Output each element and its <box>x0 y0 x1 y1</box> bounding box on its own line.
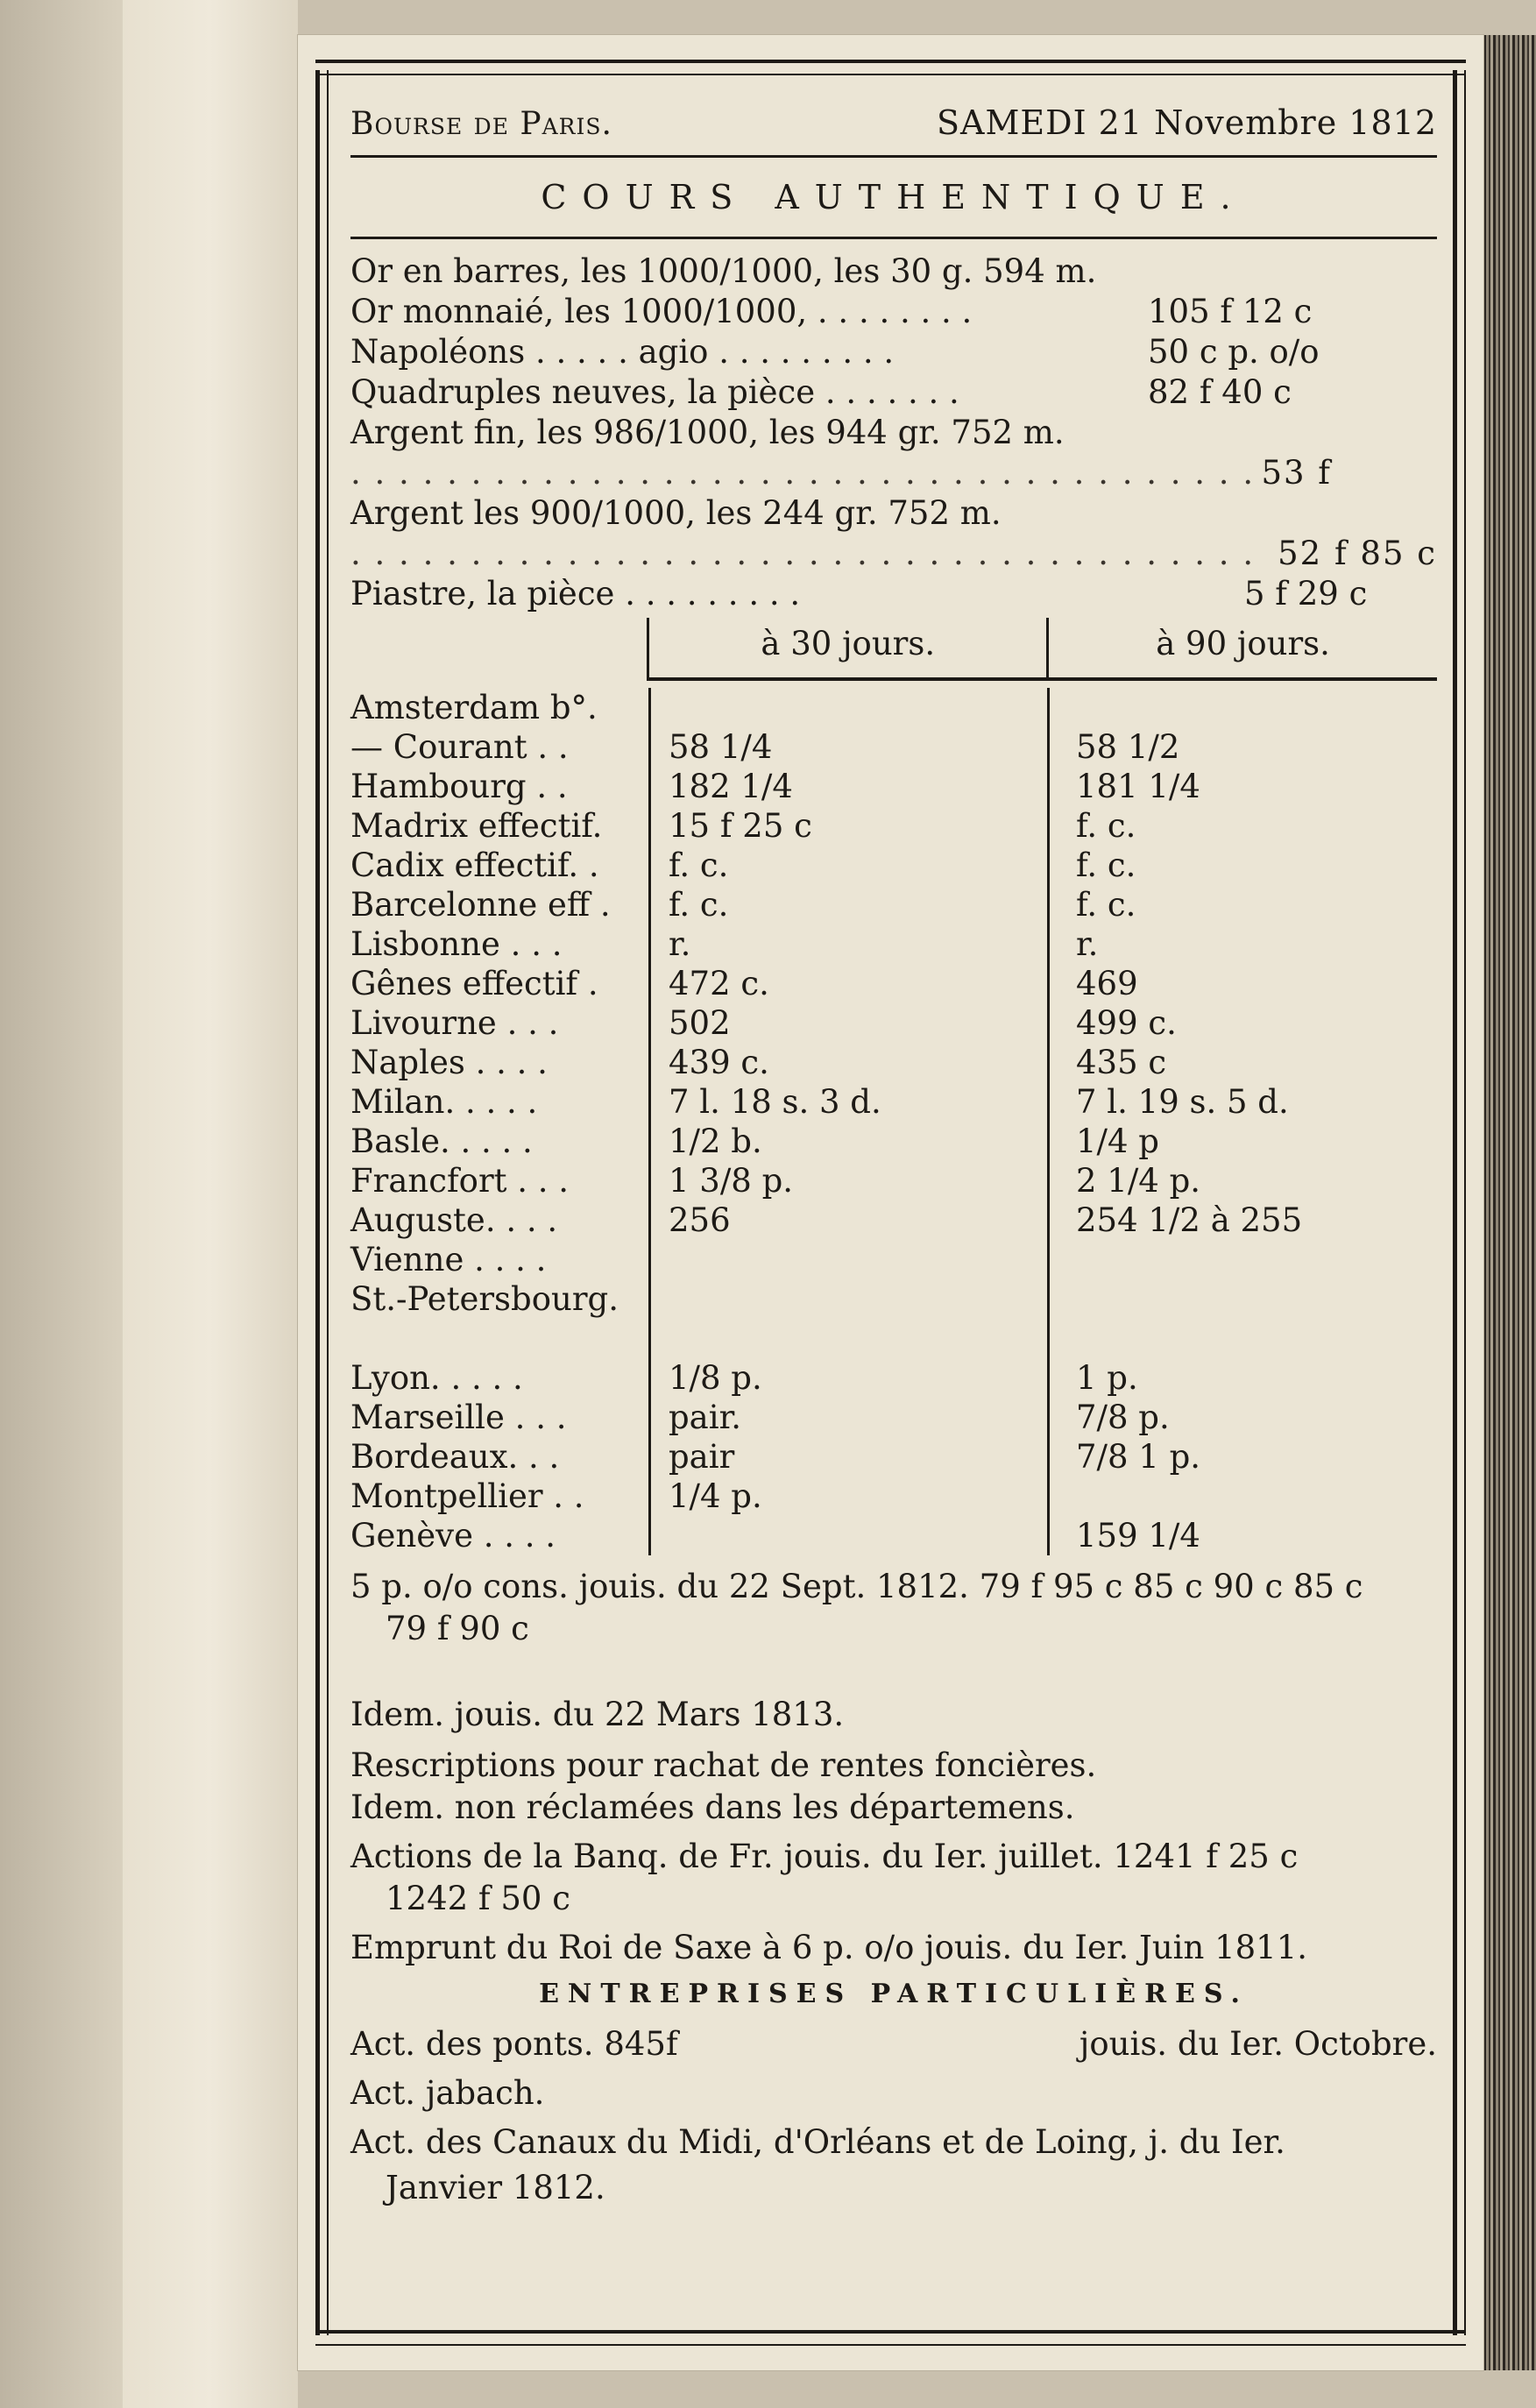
rate-30 <box>648 688 1047 727</box>
table-row <box>350 885 1437 924</box>
printed-page <box>298 35 1483 2370</box>
col-30-days: à 30 jours. <box>647 618 1046 681</box>
rate-90: f. c. <box>1047 846 1437 885</box>
rate-30: 58 1/4 <box>648 727 1047 767</box>
table-row <box>350 1279 1437 1319</box>
place: Livourne . . . <box>350 1004 559 1042</box>
table-row <box>350 1161 1437 1200</box>
piastre-label: Piastre, la pièce . . . . . . . . . <box>350 575 801 613</box>
page-title: COURS AUTHENTIQUE. <box>350 158 1437 239</box>
table-row <box>350 806 1437 846</box>
rate-30: 1/8 p. <box>648 1358 1047 1398</box>
rate-30: 182 1/4 <box>648 767 1047 806</box>
metal-value: 50 c p. o/o <box>1148 333 1320 371</box>
canaux-cont: Janvier 1812. <box>386 2169 605 2206</box>
metal-label: Quadruples neuves, la pièce . . . . . . . <box>350 373 959 411</box>
section-heading: ENTREPRISES PARTICULIÈRES. <box>539 1979 1249 2009</box>
fund-cons-cont: 79 f 90 c <box>386 1610 529 1647</box>
table-row <box>350 1240 1437 1279</box>
ponts-right: jouis. du Ier. Octobre. <box>1079 2025 1437 2063</box>
rate-90 <box>1047 1279 1437 1319</box>
metal-value: 82 f 40 c <box>1148 373 1292 411</box>
rate-30: 15 f 25 c <box>648 806 1047 846</box>
rate-30: r. <box>648 924 1047 964</box>
table-row <box>350 727 1437 767</box>
page-gutter <box>123 0 298 2408</box>
rate-90: 435 c <box>1047 1043 1437 1082</box>
place: Auguste. . . . <box>350 1201 558 1239</box>
rate-90: 58 1/2 <box>1047 727 1437 767</box>
piastre-line <box>350 574 1437 614</box>
rate-30: 1/2 b. <box>648 1122 1047 1161</box>
table-row <box>350 1200 1437 1240</box>
metal-line <box>350 413 1437 453</box>
piastre-value: 5 f 29 c <box>1244 575 1368 613</box>
place: Gênes effectif . <box>350 965 598 1002</box>
table-row <box>350 1477 1437 1516</box>
metal-label: Napoléons . . . . . agio . . . . . . . . . <box>350 333 895 371</box>
metal-label: Or en barres, les 1000/1000, les 30 g. 594 m. <box>350 252 1097 290</box>
fund-cons: 5 p. o/o cons. jouis. du 22 Sept. 1812. 79 f 95 c 85 c 90 c 85 c <box>350 1568 1363 1605</box>
border-right <box>1453 70 1466 2335</box>
table-row <box>350 767 1437 806</box>
rate-90: 7/8 1 p. <box>1047 1437 1437 1477</box>
metal-value <box>1148 413 1437 453</box>
metal-value <box>1148 251 1437 292</box>
table-row <box>350 1003 1437 1043</box>
table-row <box>350 1398 1437 1437</box>
table-row <box>350 688 1437 727</box>
rate-30 <box>648 1240 1047 1279</box>
page-header <box>350 88 1437 158</box>
metal-value: 105 f 12 c <box>1148 293 1313 330</box>
rate-90: 7/8 p. <box>1047 1398 1437 1437</box>
rate-30: 439 c. <box>648 1043 1047 1082</box>
place: Genève . . . . <box>350 1517 556 1555</box>
argent-900-line <box>350 493 1437 534</box>
metal-label: Argent fin, les 986/1000, les 944 gr. 752 m. <box>350 414 1065 451</box>
border-left <box>315 70 329 2335</box>
place: Francfort . . . <box>350 1162 570 1200</box>
dot-leader: . . . . . . . . . . . . . . . . . . . . . . . . . . . . . . . . . . . . . . <box>350 535 1256 572</box>
place: Lisbonne . . . <box>350 925 563 963</box>
argent-fin-value-line <box>350 453 1437 493</box>
rate-30: 1 3/8 p. <box>648 1161 1047 1200</box>
metal-line <box>350 332 1437 372</box>
argent-fin-value: 53 f <box>1261 454 1332 492</box>
rate-90: 7 l. 19 s. 5 d. <box>1047 1082 1437 1122</box>
rate-90: 1/4 p <box>1047 1122 1437 1161</box>
table-row <box>350 1437 1437 1477</box>
previous-page-edge <box>0 0 123 2408</box>
rate-30: pair <box>648 1437 1047 1477</box>
col-90-days: à 90 jours. <box>1046 618 1437 681</box>
rate-90: 254 1/2 à 255 <box>1047 1200 1437 1240</box>
place: Amsterdam b°. <box>350 689 598 726</box>
fund-banque: Actions de la Banq. de Fr. jouis. du Ier. juillet. 1241 f 25 c <box>350 1838 1299 1875</box>
table-row <box>350 1043 1437 1082</box>
fund-rescriptions: Rescriptions pour rachat de rentes foncières. <box>350 1746 1097 1784</box>
rate-30 <box>648 1516 1047 1555</box>
rate-30: 502 <box>648 1003 1047 1043</box>
jabach-line: Act. jabach. <box>350 2074 545 2112</box>
table-row <box>350 846 1437 885</box>
dot-leader: . . . . . . . . . . . . . . . . . . . . . . . . . . . . . . . . . . . . . . <box>350 454 1256 492</box>
rate-30: 7 l. 18 s. 3 d. <box>648 1082 1047 1122</box>
header-date: SAMEDI 21 Novembre 1812 <box>937 103 1437 142</box>
place: St.-Petersbourg. <box>350 1280 619 1318</box>
place: Bordeaux. . . <box>350 1438 560 1476</box>
border-top <box>315 60 1466 75</box>
place: Lyon. . . . . <box>350 1359 523 1397</box>
fund-idem-mars: Idem. jouis. du 22 Mars 1813. <box>350 1696 845 1733</box>
table-gap <box>350 1319 1437 1358</box>
canaux-line: Act. des Canaux du Midi, d'Orléans et de Loing, j. du Ier. <box>350 2123 1285 2161</box>
header-left: Bourse de Paris. <box>350 106 612 142</box>
place: Basle. . . . . <box>350 1123 533 1160</box>
page-content <box>350 88 1437 2318</box>
metal-line <box>350 292 1437 332</box>
argent-900-value: 52 f 85 c <box>1278 535 1437 572</box>
rate-90: 159 1/4 <box>1047 1516 1437 1555</box>
rate-90 <box>1047 688 1437 727</box>
border-bottom <box>315 2330 1466 2346</box>
rate-30 <box>648 1279 1047 1319</box>
table-row <box>350 1516 1437 1555</box>
argent-900-value-line <box>350 534 1437 574</box>
place: Vienne . . . . <box>350 1241 547 1278</box>
exchange-table <box>350 618 1437 1555</box>
place: — Courant . . <box>350 728 569 766</box>
rate-90: 181 1/4 <box>1047 767 1437 806</box>
table-row <box>350 964 1437 1003</box>
place: Montpellier . . <box>350 1477 584 1515</box>
metal-line <box>350 251 1437 292</box>
rate-90: 1 p. <box>1047 1358 1437 1398</box>
place: Milan. . . . . <box>350 1083 538 1121</box>
page-stack-edge <box>1483 35 1536 2370</box>
rate-90: r. <box>1047 924 1437 964</box>
fund-idem-non: Idem. non réclamées dans les départemens. <box>350 1788 1075 1826</box>
fund-banque-cont: 1242 f 50 c <box>386 1880 570 1917</box>
rate-90 <box>1047 1240 1437 1279</box>
rate-30: 472 c. <box>648 964 1047 1003</box>
table-row <box>350 1082 1437 1122</box>
rate-90 <box>1047 1477 1437 1516</box>
table-row <box>350 1358 1437 1398</box>
rate-90: f. c. <box>1047 806 1437 846</box>
place: Madrix effectif. <box>350 807 603 845</box>
rate-90: 2 1/4 p. <box>1047 1161 1437 1200</box>
rate-90: 469 <box>1047 964 1437 1003</box>
metal-line <box>350 372 1437 413</box>
place: Hambourg . . <box>350 768 568 805</box>
place: Marseille . . . <box>350 1399 567 1436</box>
rate-30: pair. <box>648 1398 1047 1437</box>
rate-30: f. c. <box>648 846 1047 885</box>
place: Naples . . . . <box>350 1044 548 1081</box>
place: Barcelonne eff . <box>350 886 611 924</box>
table-row <box>350 1122 1437 1161</box>
argent-900-label: Argent les 900/1000, les 244 gr. 752 m. <box>350 494 1002 532</box>
ponts-line <box>350 2020 1437 2069</box>
ponts-left: Act. des ponts. 845f <box>350 2025 678 2063</box>
metal-label: Or monnaié, les 1000/1000, . . . . . . . . <box>350 293 973 330</box>
rate-30: f. c. <box>648 885 1047 924</box>
table-row <box>350 924 1437 964</box>
rate-30: 1/4 p. <box>648 1477 1047 1516</box>
fund-emprunt: Emprunt du Roi de Saxe à 6 p. o/o jouis. du Ier. Juin 1811. <box>350 1929 1308 1966</box>
rate-30: 256 <box>648 1200 1047 1240</box>
place: Cadix effectif. . <box>350 846 599 884</box>
rate-90: f. c. <box>1047 885 1437 924</box>
exchange-header <box>350 618 1437 688</box>
rate-90: 499 c. <box>1047 1003 1437 1043</box>
